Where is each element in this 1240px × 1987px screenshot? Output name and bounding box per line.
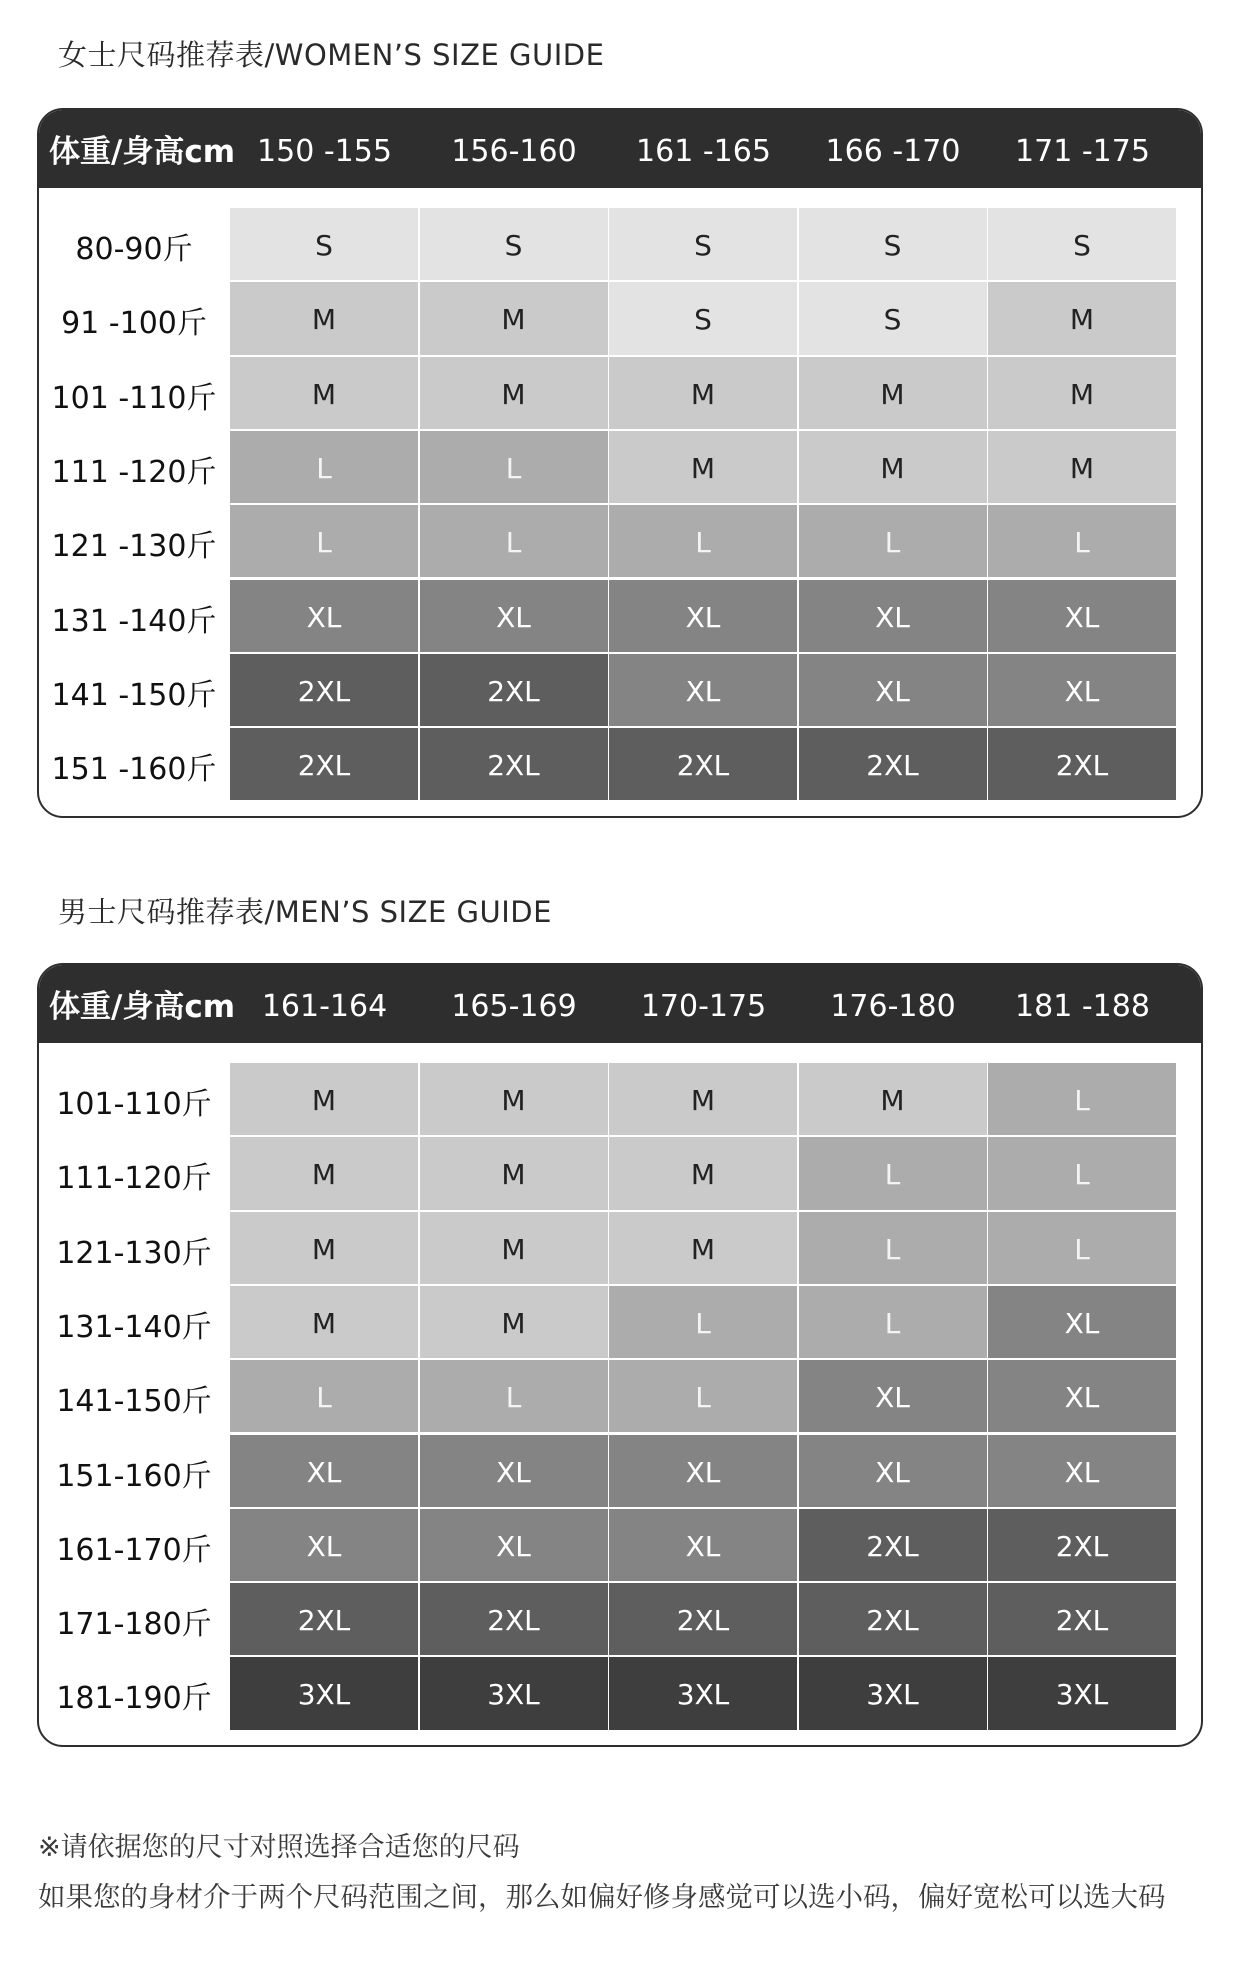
men-size-cell: XL — [420, 1435, 608, 1507]
men-size-cell: XL — [230, 1435, 418, 1507]
women-size-cell: M — [799, 357, 987, 429]
women-row-weight-label: 111 -120斤 — [51, 454, 217, 490]
men-size-cell: 3XL — [609, 1657, 797, 1729]
women-size-cell: L — [609, 505, 797, 577]
women-size-cell: L — [230, 505, 418, 577]
women-size-cell: XL — [609, 580, 797, 652]
women-header-height-col-3: 161 -165 — [636, 134, 771, 169]
men-size-cell: M — [609, 1212, 797, 1284]
men-size-cell: L — [988, 1063, 1176, 1135]
men-size-guide-title: 男士尺码推荐表/MEN’S SIZE GUIDE — [58, 895, 552, 929]
men-header-height-col-5: 181 -188 — [1015, 989, 1150, 1024]
men-size-cell: L — [799, 1212, 987, 1284]
men-size-cell: XL — [609, 1435, 797, 1507]
women-row-weight-label: 80-90斤 — [75, 232, 193, 267]
women-size-cell: XL — [230, 580, 418, 652]
men-size-cell: M — [230, 1286, 418, 1358]
women-size-cell: 2XL — [420, 654, 608, 726]
women-size-cell: L — [988, 505, 1176, 577]
men-size-cell: L — [988, 1137, 1176, 1209]
men-row-weight-label: 141-150斤 — [56, 1384, 212, 1420]
men-row-weight-label: 121-130斤 — [56, 1235, 212, 1271]
men-size-cell: M — [230, 1212, 418, 1284]
size-note-line-2: 如果您的身材介于两个尺码范围之间，那么如偏好修身感觉可以选小码，偏好宽松可以选大码 — [38, 1881, 1166, 1913]
women-size-cell: L — [230, 431, 418, 503]
men-size-cell: M — [230, 1137, 418, 1209]
women-row-weight-label: 91 -100斤 — [61, 306, 207, 342]
men-size-cell: M — [420, 1212, 608, 1284]
women-size-cell: 2XL — [609, 728, 797, 800]
men-size-cell: 2XL — [988, 1509, 1176, 1581]
women-size-cell: L — [799, 505, 987, 577]
women-size-cell: 2XL — [988, 728, 1176, 800]
men-size-cell: 2XL — [609, 1583, 797, 1655]
men-size-cell: 2XL — [420, 1583, 608, 1655]
women-size-table — [37, 108, 1203, 818]
women-size-cell: 2XL — [230, 728, 418, 800]
men-size-cell: L — [609, 1286, 797, 1358]
men-size-cell: L — [988, 1212, 1176, 1284]
men-size-cell: XL — [799, 1435, 987, 1507]
women-row-weight-label: 101 -110斤 — [51, 380, 217, 416]
women-size-cell: M — [230, 357, 418, 429]
men-row-weight-label: 151-160斤 — [56, 1458, 212, 1494]
men-size-cell: 2XL — [799, 1583, 987, 1655]
women-size-cell: S — [799, 282, 987, 354]
women-size-cell: M — [230, 282, 418, 354]
men-size-cell: M — [230, 1063, 418, 1135]
women-size-cell: M — [988, 431, 1176, 503]
women-size-cell: L — [420, 505, 608, 577]
men-size-cell: XL — [988, 1286, 1176, 1358]
men-size-table — [37, 963, 1203, 1747]
men-size-cell: L — [420, 1360, 608, 1432]
men-size-cell: L — [609, 1360, 797, 1432]
men-size-cell: 3XL — [230, 1657, 418, 1729]
men-header-height-col-2: 165-169 — [451, 989, 577, 1024]
women-size-cell: S — [420, 208, 608, 280]
men-size-cell: M — [420, 1063, 608, 1135]
men-size-cell: M — [799, 1063, 987, 1135]
women-header-height-col-1: 150 -155 — [257, 134, 392, 169]
women-size-cell: XL — [988, 580, 1176, 652]
women-size-cell: M — [609, 357, 797, 429]
women-size-guide-title: 女士尺码推荐表/WOMEN’S SIZE GUIDE — [58, 38, 605, 72]
women-size-cell: S — [609, 208, 797, 280]
men-size-cell: 2XL — [799, 1509, 987, 1581]
women-size-cell: 2XL — [799, 728, 987, 800]
women-size-cell: L — [420, 431, 608, 503]
men-size-cell: XL — [988, 1360, 1176, 1432]
women-size-cell: M — [420, 282, 608, 354]
women-size-cell: S — [609, 282, 797, 354]
men-header-height-col-3: 170-175 — [640, 989, 767, 1024]
women-size-cell: S — [230, 208, 418, 280]
men-header-height-col-1: 161-164 — [261, 989, 388, 1024]
men-size-cell: L — [799, 1137, 987, 1209]
men-size-cell: 3XL — [988, 1657, 1176, 1729]
women-size-cell: XL — [799, 654, 987, 726]
women-size-cell: M — [420, 357, 608, 429]
men-size-cell: M — [609, 1063, 797, 1135]
women-size-cell: XL — [609, 654, 797, 726]
women-size-cell: M — [609, 431, 797, 503]
women-size-cell: M — [988, 282, 1176, 354]
men-header-weight-height: 体重/身高cm — [49, 989, 235, 1025]
men-size-cell: M — [609, 1137, 797, 1209]
women-size-cell: XL — [420, 580, 608, 652]
women-header-height-col-2: 156-160 — [451, 134, 577, 169]
women-header-height-col-5: 171 -175 — [1015, 134, 1150, 169]
women-row-weight-label: 141 -150斤 — [51, 677, 217, 713]
men-size-cell: 3XL — [420, 1657, 608, 1729]
men-row-weight-label: 181-190斤 — [56, 1681, 212, 1717]
men-table-header — [39, 965, 1201, 1043]
women-row-weight-label: 121 -130斤 — [51, 529, 217, 565]
women-header-height-col-4: 166 -170 — [825, 134, 961, 169]
women-size-cell: XL — [988, 654, 1176, 726]
women-header-weight-height: 体重/身高cm — [49, 134, 235, 170]
women-size-cell: S — [799, 208, 987, 280]
men-size-cell: XL — [988, 1435, 1176, 1507]
men-size-cell: 2XL — [230, 1583, 418, 1655]
men-size-cell: XL — [420, 1509, 608, 1581]
women-size-cell: XL — [799, 580, 987, 652]
women-row-weight-label: 131 -140斤 — [51, 603, 217, 639]
women-size-cell: S — [988, 208, 1176, 280]
women-size-cell: M — [988, 357, 1176, 429]
men-size-cell: XL — [799, 1360, 987, 1432]
men-size-cell: XL — [609, 1509, 797, 1581]
women-row-weight-label: 151 -160斤 — [51, 752, 217, 788]
men-size-cell: 2XL — [988, 1583, 1176, 1655]
women-size-cell: 2XL — [420, 728, 608, 800]
men-size-cell: L — [230, 1360, 418, 1432]
women-size-cell: 2XL — [230, 654, 418, 726]
women-table-header — [39, 110, 1201, 188]
men-size-cell: XL — [230, 1509, 418, 1581]
men-size-cell: M — [420, 1137, 608, 1209]
men-size-cell: 3XL — [799, 1657, 987, 1729]
men-row-weight-label: 101-110斤 — [56, 1087, 212, 1122]
men-row-weight-label: 171-180斤 — [56, 1607, 212, 1643]
men-row-weight-label: 131-140斤 — [56, 1309, 212, 1345]
size-note-line-1: ※请依据您的尺寸对照选择合适您的尺码 — [38, 1832, 520, 1863]
men-size-cell: L — [799, 1286, 987, 1358]
men-header-height-col-4: 176-180 — [830, 989, 956, 1024]
men-row-weight-label: 111-120斤 — [56, 1161, 212, 1197]
men-row-weight-label: 161-170斤 — [56, 1532, 212, 1568]
men-size-cell: M — [420, 1286, 608, 1358]
women-size-cell: M — [799, 431, 987, 503]
